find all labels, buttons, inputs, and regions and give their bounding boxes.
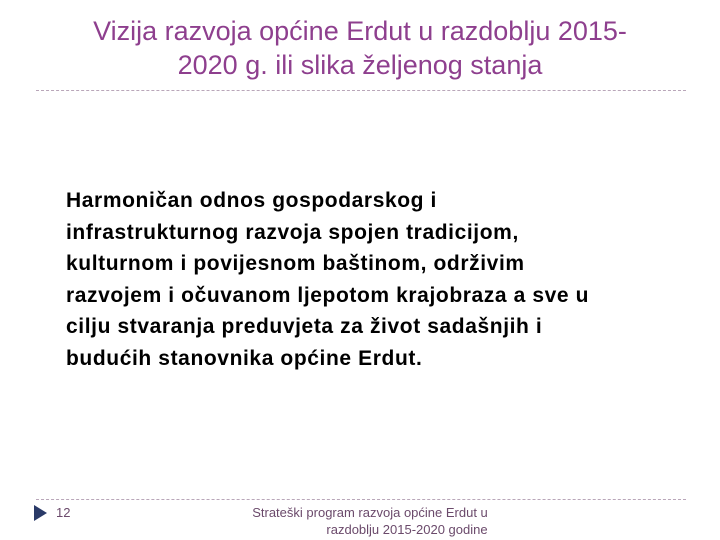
vision-statement — [66, 185, 696, 374]
triangle-bullet-icon — [34, 505, 47, 521]
slide-title-line-1: Vizija razvoja općine Erdut u razdoblju 2015- — [93, 16, 627, 46]
vision-line-1: Harmoničan odnos gospodarskog i — [66, 189, 437, 212]
footer-caption-line-2: razdoblju 2015-2020 godine — [326, 522, 488, 537]
title-divider — [36, 90, 686, 91]
footer-divider — [36, 499, 686, 500]
slide-number: 12 — [56, 505, 71, 520]
vision-line-3: kulturnom i povijesnom baštinom, održivim — [66, 252, 525, 275]
slide-title-line-2: 2020 g. ili slika željenog stanja — [177, 50, 543, 80]
vision-line-2: infrastrukturnog razvoja spojen tradicijom, — [66, 220, 519, 244]
footer-caption-line-1: Strateški program razvoja općine Erdut u — [252, 505, 488, 520]
vision-line-6: budućih stanovnika općine Erdut. — [66, 346, 423, 370]
vision-line-5: cilju stvaranja preduvjeta za život sadašnjih i — [66, 315, 543, 338]
footer-caption — [230, 504, 510, 538]
slide-title — [30, 14, 690, 82]
vision-line-4: razvojem i očuvanom ljepotom krajobraza a sve u — [66, 283, 590, 307]
